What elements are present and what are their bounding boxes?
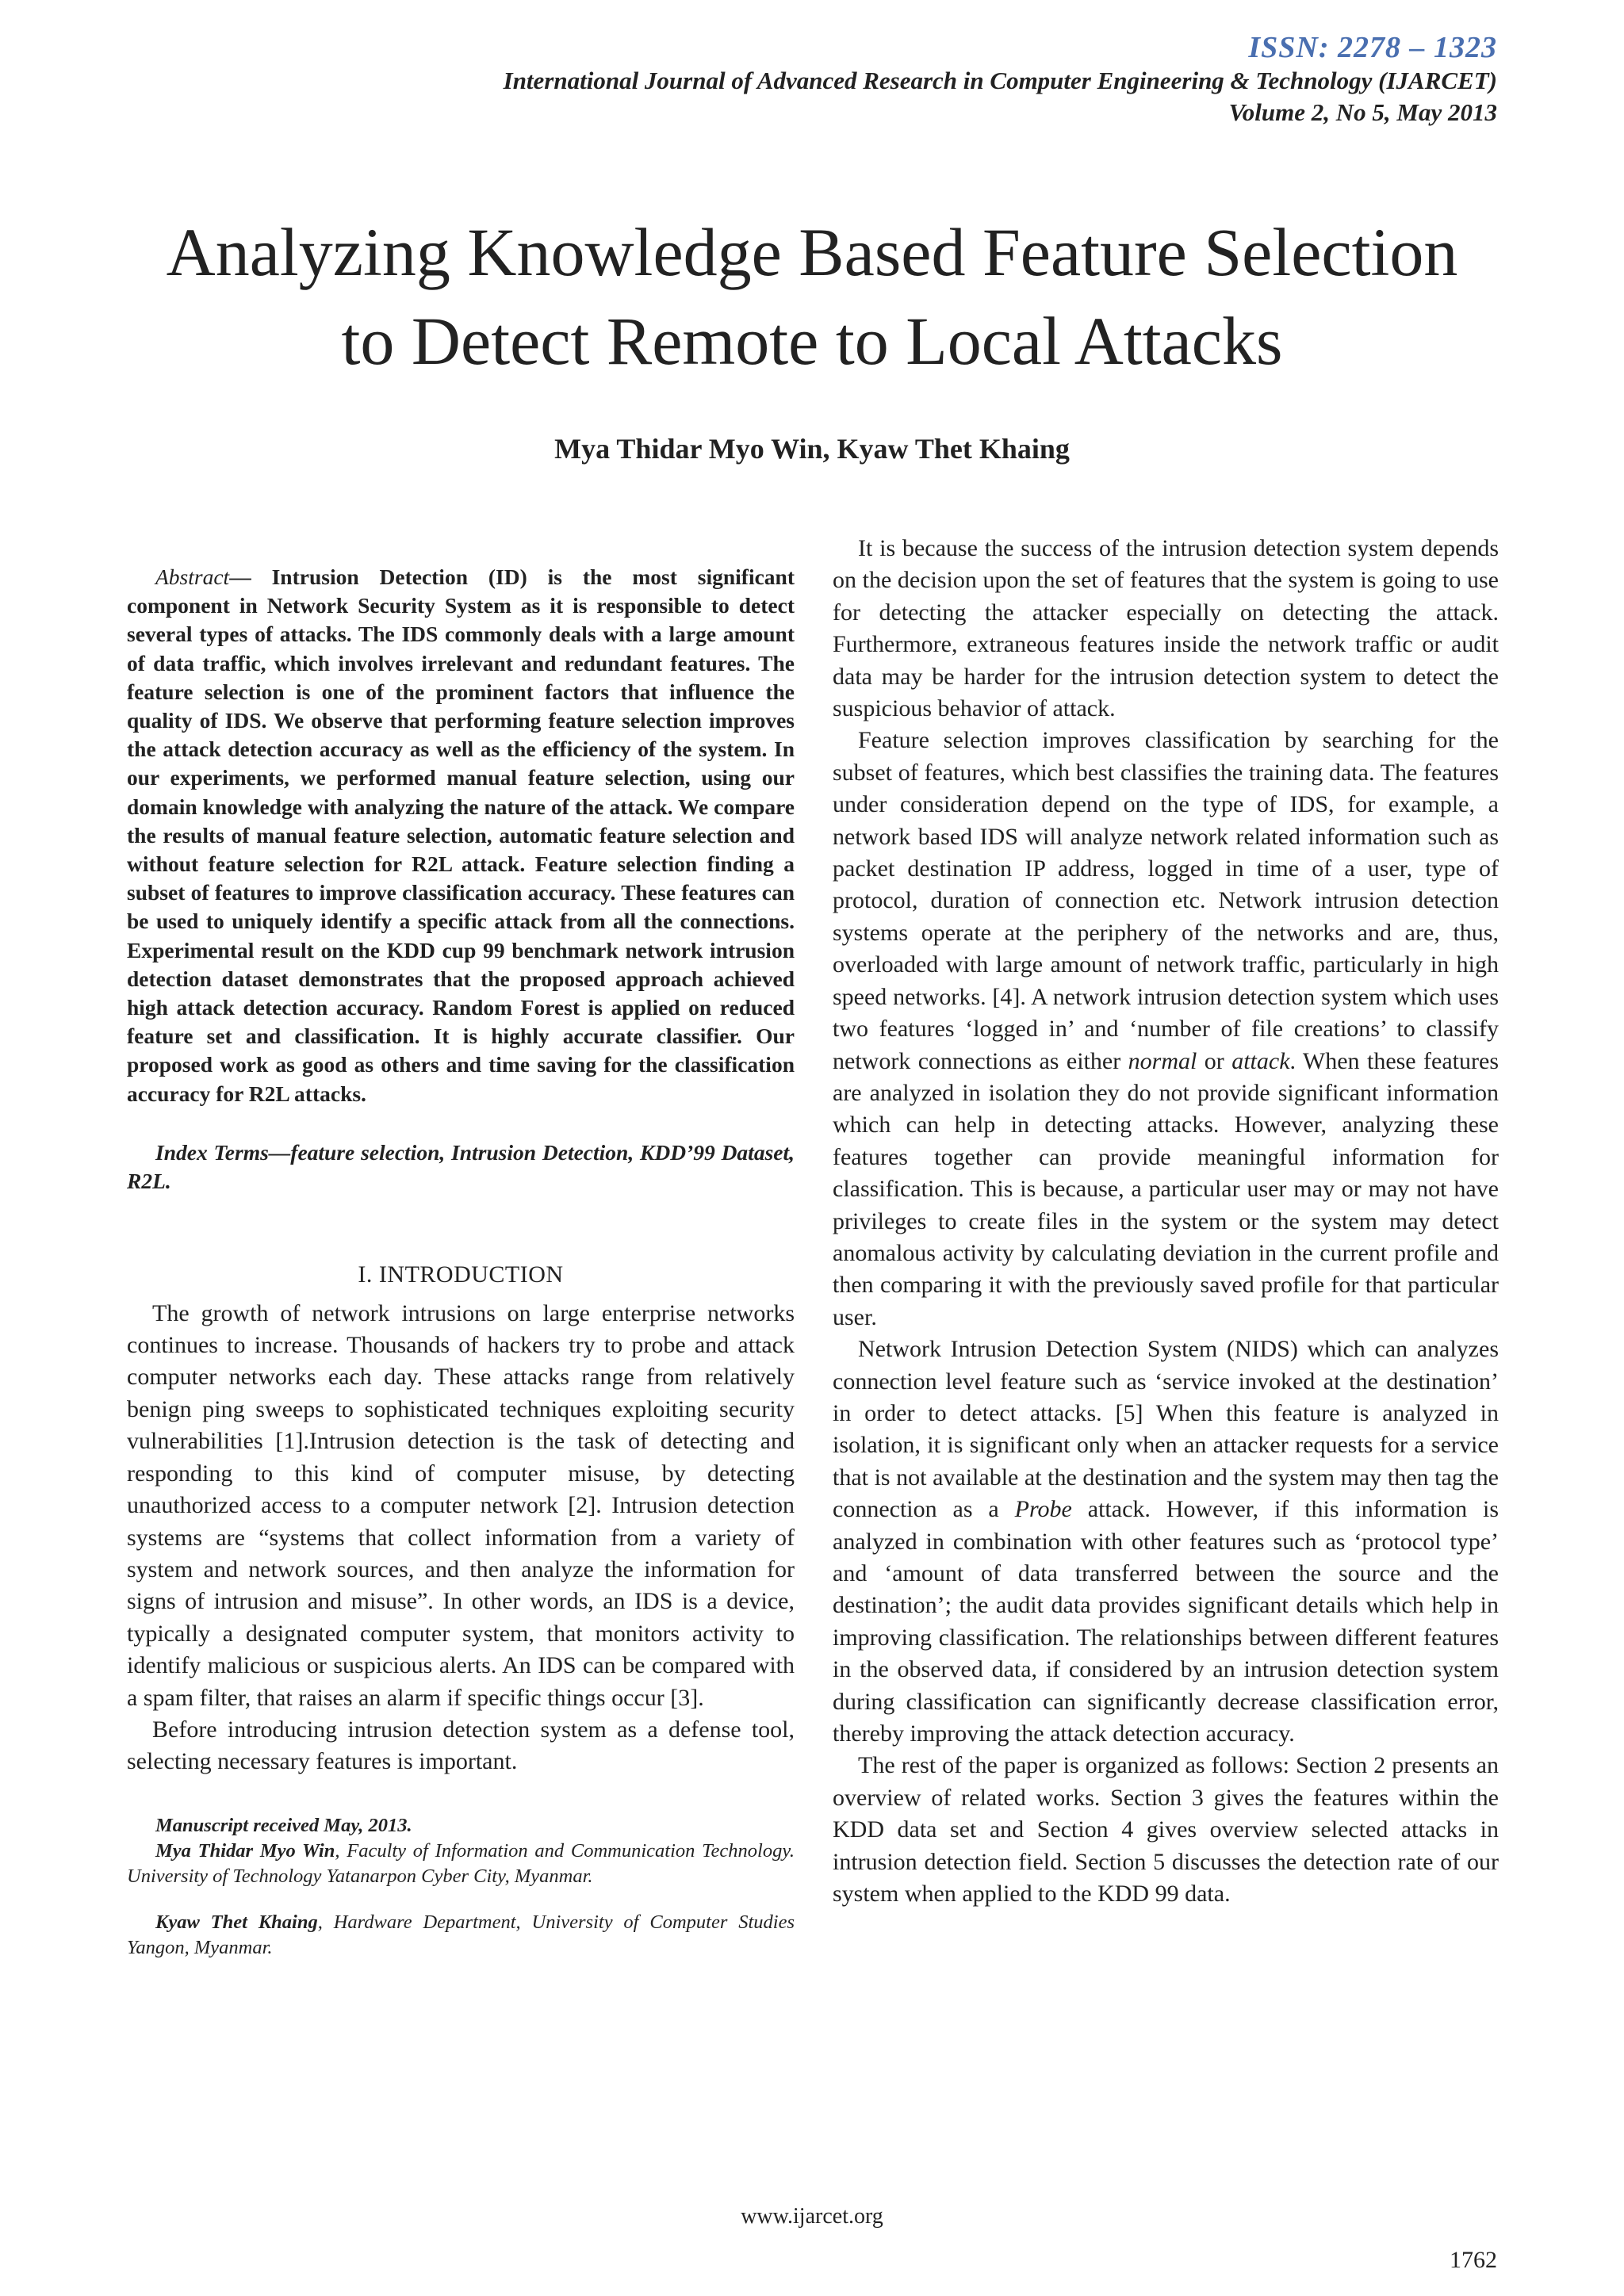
p3-probe: Probe (1014, 1496, 1072, 1523)
intro-paragraph-1: The growth of network intrusions on large enterprise networks continues to increase. Thousands of hackers try to probe and attack computer networks each day. These attacks range from relatively benign ping sweeps to sophisticated techniques exploiting security vulnerabilities [1].Intrusion detection is the task of detecting and responding to this kind of computer misuse, by detecting unauthorized access to a computer network [2]. Intrusion detection systems are “systems that collect information from a variety of system and network sources, and then analyze the information for signs of intrusion and misuse”. In other words, an IDS is a device, typically a designated computer system, that monitors activity to identify malicious or suspicious alerts. An IDS can be compared with a spam filter, that raises an alarm if specific things occur [3]. (127, 1299, 795, 1711)
title-line-1: Analyzing Knowledge Based Feature Selection (166, 214, 1458, 290)
right-paragraph-4: The rest of the paper is organized as follows: Section 2 presents an overview of related works. Section 3 gives the features within the KDD data set and Section 4 gives overview selected attacks in intrusion detection field. Section 5 discusses the detection rate of our system when applied to the KDD 99 data. (833, 1752, 1499, 1908)
authors: Mya Thidar Myo Win, Kyaw Thet Khaing (554, 433, 1070, 465)
footnote-gap (127, 1889, 795, 1910)
abstract-lead: Abstract (155, 564, 230, 589)
p2-normal: normal (1128, 1047, 1197, 1074)
abstract (127, 563, 795, 1108)
index-terms: Index Terms—feature selection, Intrusion Detection, KDD’99 Dataset, R2L. (127, 1139, 795, 1194)
author-2-name: Kyaw Thet Khaing (155, 1911, 318, 1933)
footnotes (127, 1813, 795, 1961)
journal-name: International Journal of Advanced Research in Computer Engineering & Technology (IJARCET) (503, 67, 1497, 94)
abstract-dash: — (229, 564, 272, 589)
footnote-author-2 (127, 1910, 795, 1961)
left-column (127, 533, 795, 1961)
p3-text-b: attack. However, if this information is analyzed in combination with other features such as ‘protocol type’ and ‘amount of data transferred between the source and the destination’; the audit data provides significant details which help in improving classification. The relationships between different features in the observed data, if considered by an intrusion detection system during classification can significantly decrease classification error, thereby improving the attack detection accuracy. (833, 1496, 1499, 1747)
intro-paragraph-2: Before introducing intrusion detection system as a defense tool, selecting necessary features is important. (127, 1716, 795, 1775)
p2-text-a: Feature selection improves classification by searching for the subset of features, which best classifies the training data. The features under consideration depend on the type of IDS, for example, a network based IDS will analyze network related information such as packet destination IP address, logged in time of a user, type of protocol, duration of connection etc. Network intrusion detection systems operate at the periphery of the networks and are, thus, overloaded with large amount of network traffic, particularly in high speed networks. [4]. A network intrusion detection system which uses two features ‘logged in’ and ‘number of file creations’ to classify network connections as either (833, 727, 1499, 1074)
issn-header: ISSN: 2278 – 1323 (1248, 31, 1497, 64)
abstract-text: Intrusion Detection (ID) is the most significant component in Network Security System as it is responsible to detect several types of attacks. The IDS commonly deals with a large amount of data traffic, which involves irrelevant and redundant features. The feature selection is one of the prominent factors that influence the quality of IDS. We observe that performing feature selection improves the attack detection accuracy as well as the efficiency of the system. In our experiments, we performed manual feature selection, using our domain knowledge with analyzing the nature of the attack. We compare the results of manual feature selection, automatic feature selection and without feature selection for R2L attack. Feature selection finding a subset of features to improve classification accuracy. These features can be used to uniquely identify a specific attack from all the connections. Experimental result on the KDD cup 99 benchmark network intrusion detection dataset demonstrates that the proposed approach achieved high attack detection accuracy. Random Forest is applied on reduced feature set and classification. It is highly accurate classifier. Our proposed work as good as others and time saving for the classification accuracy for R2L attacks. (127, 564, 795, 1106)
right-column (833, 533, 1499, 1910)
section-heading-introduction (127, 1259, 795, 1291)
p3-text-a: Network Intrusion Detection System (NIDS) which can analyzes connection level feature such as ‘service invoked at the destination’ in order to detect attacks. [5] When this feature is analyzed in isolation, it is significant only when an attacker requests for a service that is not available at the destination and the system may then tag the connection as a (833, 1336, 1499, 1523)
p2-attack: attack (1231, 1047, 1290, 1074)
paper-title (0, 208, 1624, 385)
title-line-2: to Detect Remote to Local Attacks (341, 303, 1283, 379)
section-first-letter: I (378, 1261, 388, 1288)
right-paragraph-1: It is because the success of the intrusion detection system depends on the decision upon the set of features that the system is going to use for detecting the attacker especially on detecting the attack. Furthermore, extraneous features inside the network traffic or audit data may be harder for the intrusion detection system to detect the suspicious behavior of attack. (833, 535, 1499, 722)
author-1-name: Mya Thidar Myo Win (155, 1839, 335, 1862)
right-paragraph-2 (833, 725, 1499, 1334)
footer-url: www.ijarcet.org (741, 2204, 883, 2229)
p2-text-b: . When these features are analyzed in isolation they do not provide significant information which can help in detecting attacks. However, analyzing these features together can provide meaningful information for classification. This is because, a particular user may or may not have privileges to create files in the system or the system may detect anomalous activity by calculating deviation in the current profile and then comparing it with the previously saved profile for that particular user. (833, 1047, 1499, 1330)
section-number: I. (358, 1261, 379, 1288)
journal-header (504, 65, 1497, 128)
journal-volume: Volume 2, No 5, May 2013 (1228, 98, 1497, 126)
page-number: 1762 (1450, 2247, 1497, 2273)
author-2-affiliation: , Hardware Department, University of Computer Studies Yangon, Myanmar. (127, 1911, 795, 1958)
section-rest: NTRODUCTION (387, 1261, 564, 1288)
received-text: Manuscript received May, 2013. (155, 1814, 412, 1836)
author-1-affiliation: , Faculty of Information and Communication Technology. University of Technology Yatanarpon Cyber City, Myanmar. (127, 1839, 795, 1887)
footnote-received (127, 1813, 795, 1839)
right-paragraph-3 (833, 1334, 1499, 1750)
footnote-author-1 (127, 1839, 795, 1889)
p2-or: or (1197, 1047, 1232, 1074)
